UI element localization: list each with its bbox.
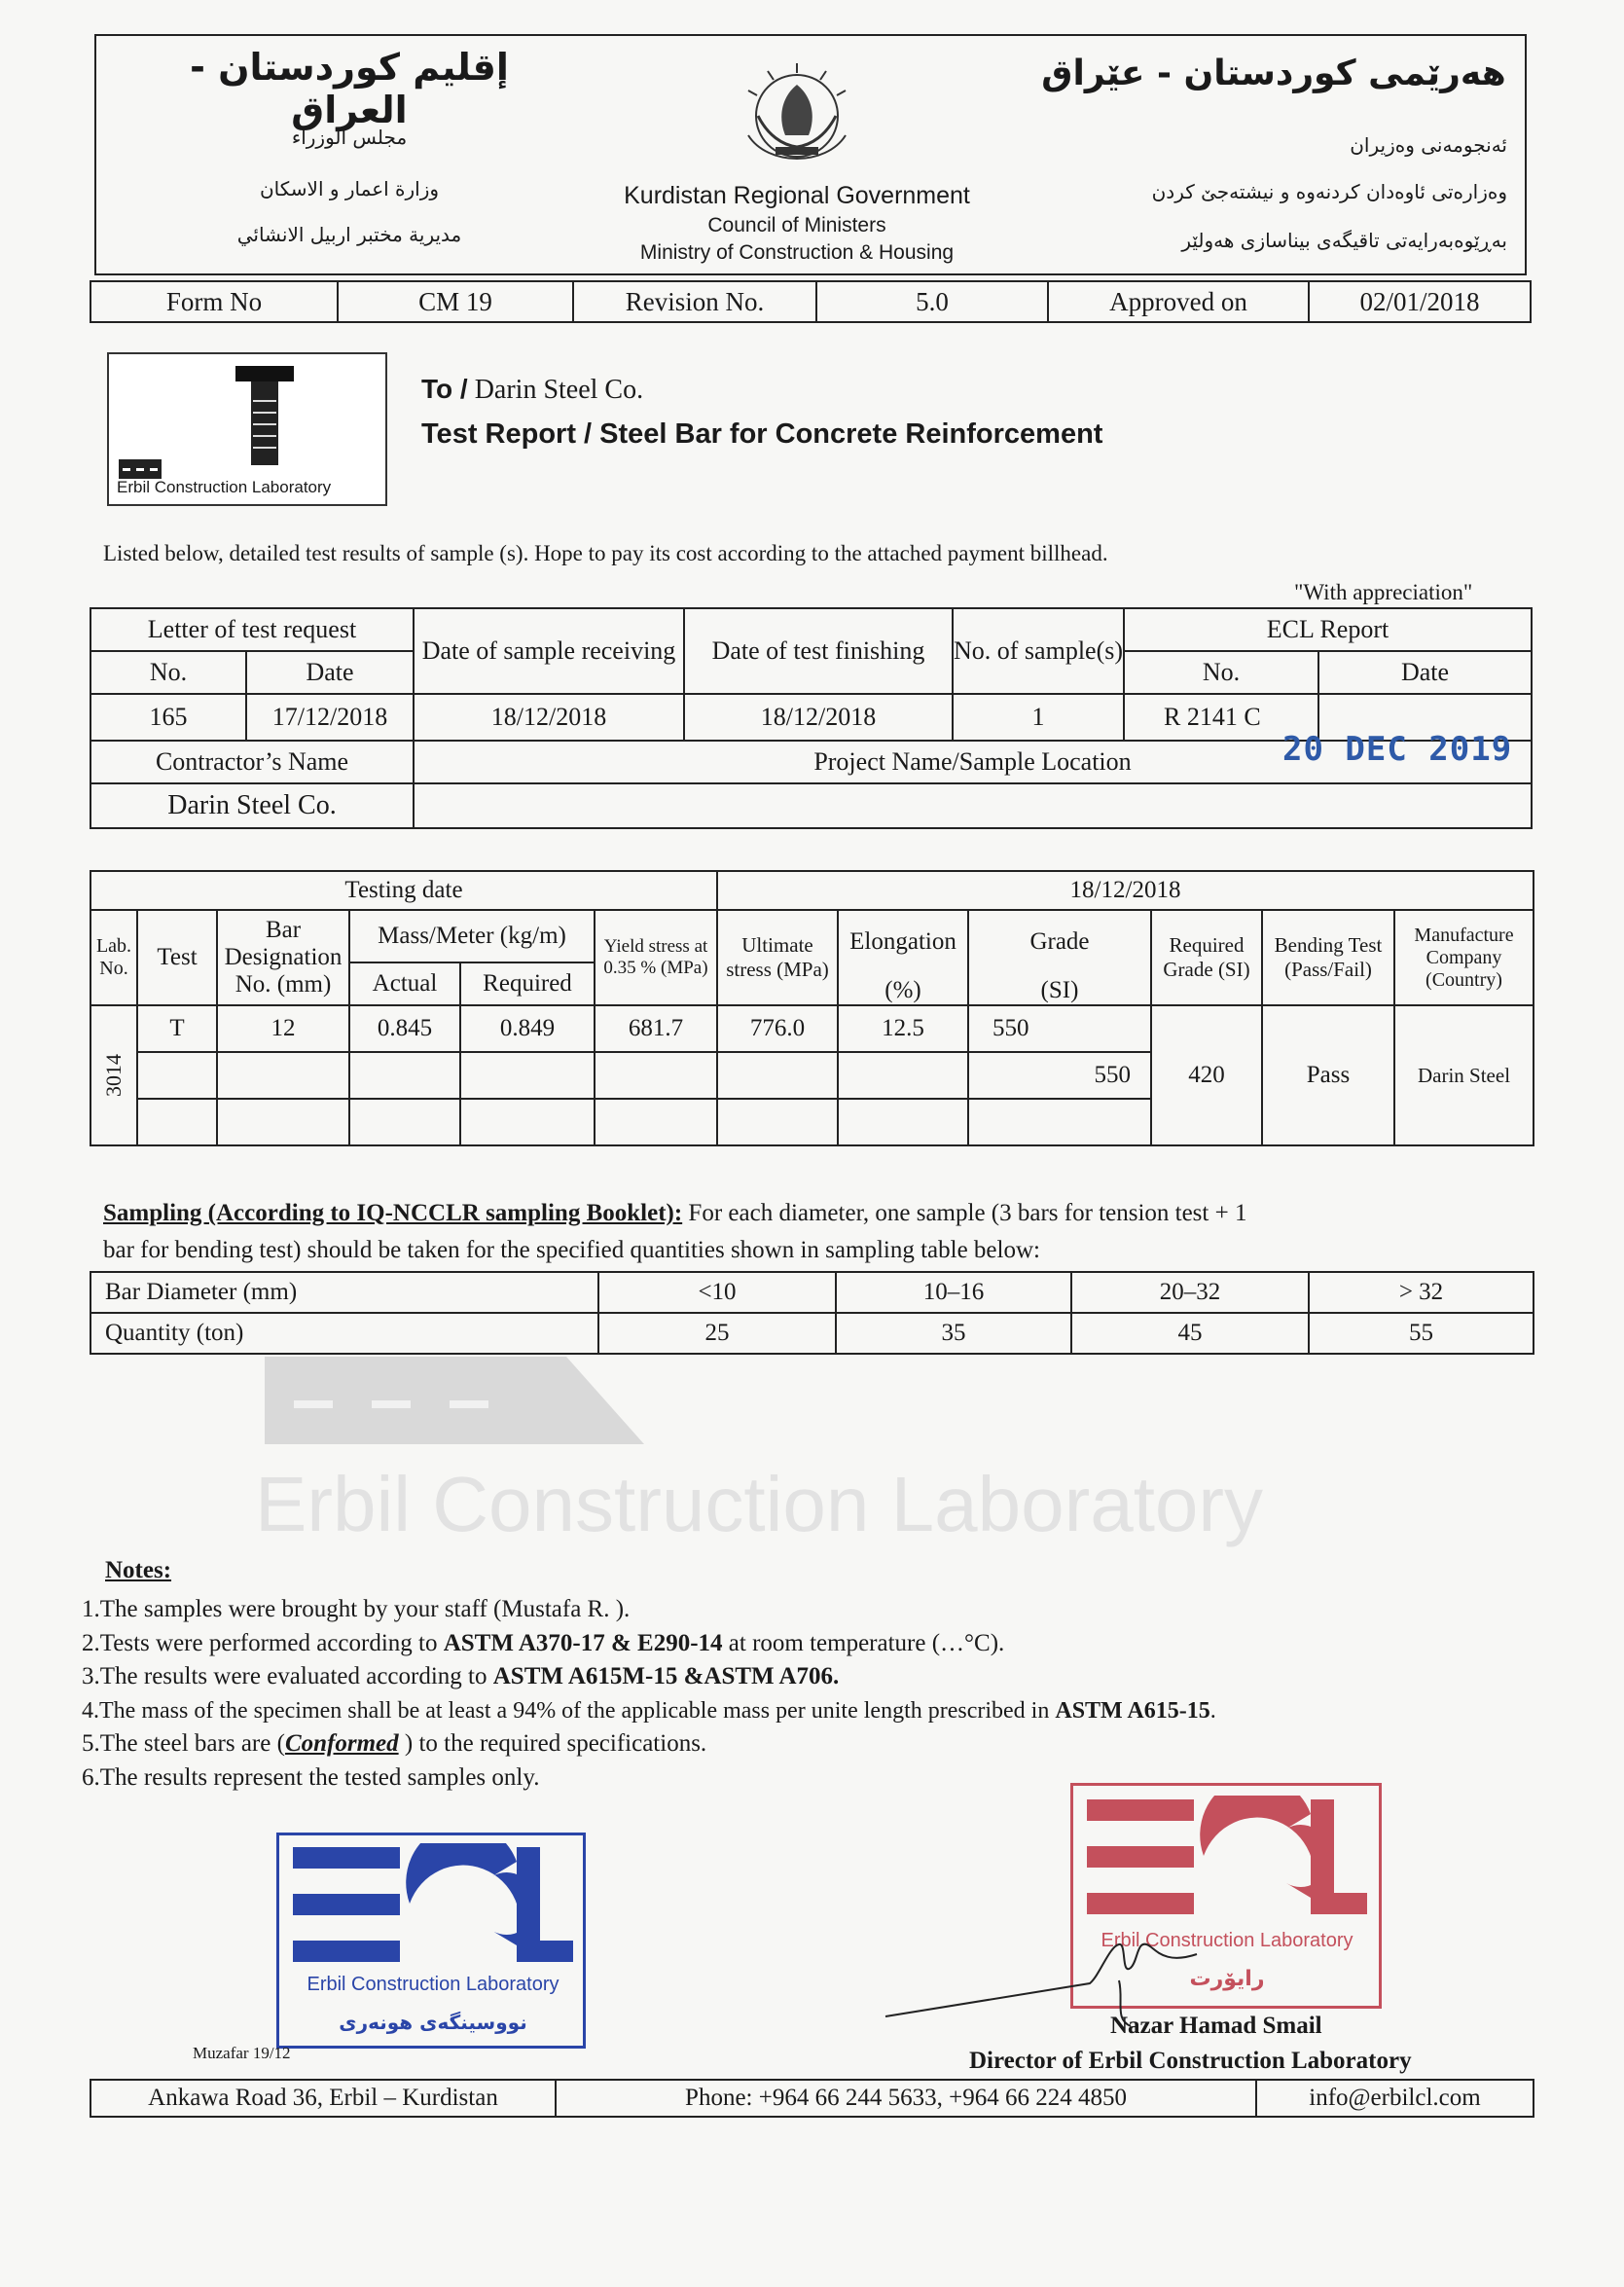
footer-address: Ankawa Road 36, Erbil – Kurdistan	[90, 2080, 556, 2117]
date-received-stamp: 20 DEC 2019	[1282, 730, 1513, 769]
col-mass-meter: Mass/Meter (kg/m)	[349, 910, 595, 962]
note-4-text: 4.The mass of the specimen shall be at least a 94% of the applicable mass per unite length prescribed in	[82, 1697, 1056, 1724]
ecl-mini-logo-icon	[119, 459, 162, 479]
letterhead	[94, 34, 1527, 275]
grade-sample: 550	[968, 1005, 1151, 1052]
note-4-tail: .	[1209, 1697, 1216, 1724]
note-2-text: 2.Tests were performed according to	[82, 1629, 444, 1656]
finishing-date: 18/12/2018	[684, 694, 953, 741]
lab-logo-box	[107, 352, 387, 506]
quantity-1: 25	[598, 1313, 836, 1354]
appreciation-text: "With appreciation"	[1294, 580, 1473, 604]
ecl-report-no: R 2141 C	[1124, 694, 1318, 741]
test-type: T	[137, 1005, 217, 1052]
arabic-line-3: مديرية مختبر اربيل الانشائي	[236, 223, 462, 246]
bending-result: Pass	[1262, 1005, 1394, 1145]
col-elongation-unit: (%)	[884, 977, 921, 1003]
note-2	[82, 1627, 1541, 1661]
lab-logo-caption: Erbil Construction Laboratory	[117, 478, 332, 496]
empty-cell	[968, 1099, 1151, 1145]
testing-date: 18/12/2018	[717, 871, 1534, 910]
col-elongation	[838, 910, 968, 1005]
ultimate-stress: 776.0	[717, 1005, 838, 1052]
bar-designation: 12	[217, 1005, 349, 1052]
lab-no-cell	[90, 1005, 137, 1145]
col-bending-test: Bending Test (Pass/Fail)	[1262, 910, 1394, 1005]
quantity-label: Quantity (ton)	[90, 1313, 598, 1354]
arabic-line-1: مجلس الوزراء	[291, 126, 408, 149]
report-title: Test Report / Steel Bar for Concrete Reinforcement	[421, 418, 1103, 450]
letter-date: 17/12/2018	[246, 694, 414, 741]
note-5-tail: ) to the required specifications.	[398, 1730, 707, 1757]
bar-diameter-label: Bar Diameter (mm)	[90, 1272, 598, 1313]
testing-date-label: Testing date	[90, 871, 717, 910]
empty-cell	[595, 1099, 717, 1145]
col-grade-title: Grade	[1029, 928, 1090, 955]
letter-no-label: No.	[90, 651, 246, 694]
revision-no: 5.0	[816, 281, 1048, 322]
note-5-text: 5.The steel bars are (	[82, 1730, 285, 1757]
krg-emblem-icon	[729, 57, 865, 174]
notes-list	[82, 1593, 1541, 1795]
to-label: To /	[421, 374, 468, 404]
col-required-grade: Required Grade (SI)	[1151, 910, 1262, 1005]
lab-no: 3014	[101, 1054, 126, 1097]
blue-stamp-sub: نووسینگەی هونەری	[339, 2011, 527, 2034]
form-info-row	[90, 280, 1532, 323]
intro-text: Listed below, detailed test results of sample (s). Hope to pay its cost according to the attached payment billhead.	[103, 541, 1108, 565]
col-grade	[968, 910, 1151, 1005]
signatory-title: Director of Erbil Construction Laboratory	[969, 2048, 1412, 2074]
letter-date-label: Date	[246, 651, 414, 694]
red-stamp-caption: Erbil Construction Laboratory	[1101, 1930, 1353, 1951]
arabic-line-2: وزارة اعمار و الاسكان	[259, 177, 440, 200]
letter-no: 165	[90, 694, 246, 741]
note-1: 1.The samples were brought by your staff (Mustafa R. ).	[82, 1596, 631, 1622]
ecl-blue-stamp	[276, 1833, 586, 2049]
col-elongation-title: Elongation	[849, 928, 956, 955]
quantity-2: 35	[836, 1313, 1071, 1354]
form-no: CM 19	[338, 281, 573, 322]
english-title: Kurdistan Regional Government	[624, 182, 970, 209]
contractor-label: Contractor’s Name	[90, 741, 414, 783]
sample-count: 1	[953, 694, 1124, 741]
mass-actual: 0.845	[349, 1005, 460, 1052]
project-location	[414, 783, 1532, 828]
kurdish-line-3: بەڕێوەبەرایەتی تاقیگەی بیناسازی هەولێر	[1181, 229, 1507, 252]
col-bar-designation: Bar Designation No. (mm)	[217, 910, 349, 1005]
sampling-text-2: bar for bending test) should be taken for the specified quantities shown in sampling table below:	[103, 1237, 1040, 1263]
note-4-standard: ASTM A615-15	[1055, 1697, 1210, 1724]
col-lab-no: Lab. No.	[90, 910, 137, 1005]
watermark-logo-icon	[265, 1357, 644, 1444]
footer-phone: Phone: +964 66 244 5633, +964 66 224 4850	[556, 2080, 1256, 2117]
empty-cell	[838, 1099, 968, 1145]
revision-label: Revision No.	[573, 281, 816, 322]
quantity-4: 55	[1309, 1313, 1534, 1354]
ecl-report-header: ECL Report	[1124, 608, 1532, 651]
blue-stamp-caption: Erbil Construction Laboratory	[307, 1974, 559, 1995]
kurdish-line-1: ئەنجومەنی وەزیران	[1350, 133, 1507, 157]
empty-cell	[137, 1052, 217, 1099]
signatory-name: Nazar Hamad Smail	[1110, 2013, 1322, 2039]
note-4	[82, 1694, 1541, 1728]
finishing-header: Date of test finishing	[684, 608, 953, 694]
sampling-text-1: For each diameter, one sample (3 bars for tension test + 1	[688, 1200, 1247, 1226]
note-2-standard: ASTM A370-17 & E290-14	[443, 1629, 723, 1656]
note-5	[82, 1727, 1541, 1761]
footer-bar	[90, 2079, 1534, 2118]
required-grade: 420	[1151, 1005, 1262, 1145]
watermark-text: Erbil Construction Laboratory	[255, 1461, 1264, 1547]
kurdish-line-2: وەزارەتی ئاوەدان کردنەوە و نیشتەجێ کردن	[1151, 180, 1507, 203]
sampling-heading: Sampling (According to IQ-NCCLR sampling Booklet):	[103, 1200, 683, 1226]
note-5-status: Conformed	[284, 1730, 399, 1757]
elongation: 12.5	[838, 1005, 968, 1052]
col-manufacture: Manufacture Company (Country)	[1394, 910, 1534, 1005]
kurdish-title: هەرێمی کوردستان - عێراق	[1041, 54, 1506, 93]
manufacture-company: Darin Steel	[1394, 1005, 1534, 1145]
col-ultimate: Ultimate stress (MPa)	[717, 910, 838, 1005]
mass-required: 0.849	[460, 1005, 595, 1052]
col-test: Test	[137, 910, 217, 1005]
note-3-text: 3.The results were evaluated according to	[82, 1663, 493, 1689]
english-line-2: Ministry of Construction & Housing	[639, 241, 955, 264]
col-grade-unit: (SI)	[1040, 977, 1079, 1003]
note-2-tail: at room temperature (…°C).	[722, 1629, 1005, 1656]
approved-date: 02/01/2018	[1309, 281, 1531, 322]
grade-overall: 550	[968, 1052, 1151, 1099]
red-stamp-sub: رایۆرت	[1189, 1967, 1265, 1991]
steel-bolt-icon	[226, 362, 304, 469]
diameter-1: <10	[598, 1272, 836, 1313]
ecl-logo-red-icon	[1087, 1796, 1367, 1916]
results-table	[90, 870, 1534, 1146]
arabic-title: إقليم كوردستان - العراق	[190, 46, 509, 131]
col-actual: Actual	[349, 962, 460, 1005]
empty-cell	[349, 1099, 460, 1145]
empty-cell	[717, 1099, 838, 1145]
request-table	[90, 607, 1533, 829]
initials: Muzafar 19/12	[193, 2044, 291, 2062]
project-label: Project Name/Sample Location	[414, 741, 1532, 783]
empty-cell	[717, 1052, 838, 1099]
empty-cell	[137, 1099, 217, 1145]
recipient-line	[421, 374, 643, 406]
approved-label: Approved on	[1048, 281, 1309, 322]
diameter-4: > 32	[1309, 1272, 1534, 1313]
receiving-header: Date of sample receiving	[414, 608, 684, 694]
quantity-3: 45	[1071, 1313, 1309, 1354]
empty-cell	[838, 1052, 968, 1099]
empty-cell	[595, 1052, 717, 1099]
empty-cell	[460, 1099, 595, 1145]
sampling-table	[90, 1271, 1534, 1355]
english-line-1: Council of Ministers	[707, 214, 886, 236]
ecl-logo-icon	[293, 1843, 573, 1964]
col-yield: Yield stress at 0.35 % (MPa)	[595, 910, 717, 1005]
yield-stress: 681.7	[595, 1005, 717, 1052]
empty-cell	[217, 1099, 349, 1145]
contractor-name: Darin Steel Co.	[90, 783, 414, 828]
recipient-name: Darin Steel Co.	[474, 375, 644, 405]
empty-cell	[349, 1052, 460, 1099]
ecl-date-label: Date	[1318, 651, 1532, 694]
form-no-label: Form No	[90, 281, 338, 322]
empty-cell	[217, 1052, 349, 1099]
note-3-standard: ASTM A615M-15 &ASTM A706.	[492, 1663, 840, 1689]
col-required: Required	[460, 962, 595, 1005]
footer-email[interactable]: info@erbilcl.com	[1256, 2080, 1534, 2117]
diameter-2: 10–16	[836, 1272, 1071, 1313]
note-6: 6.The results represent the tested samples only.	[82, 1763, 540, 1791]
ecl-no-label: No.	[1124, 651, 1318, 694]
empty-cell	[460, 1052, 595, 1099]
notes-heading: Notes:	[105, 1557, 172, 1583]
letter-header: Letter of test request	[90, 608, 414, 651]
note-3	[82, 1660, 1541, 1694]
diameter-3: 20–32	[1071, 1272, 1309, 1313]
sampling-paragraph	[103, 1195, 1534, 1269]
receiving-date: 18/12/2018	[414, 694, 684, 741]
samples-header: No. of sample(s)	[953, 608, 1124, 694]
